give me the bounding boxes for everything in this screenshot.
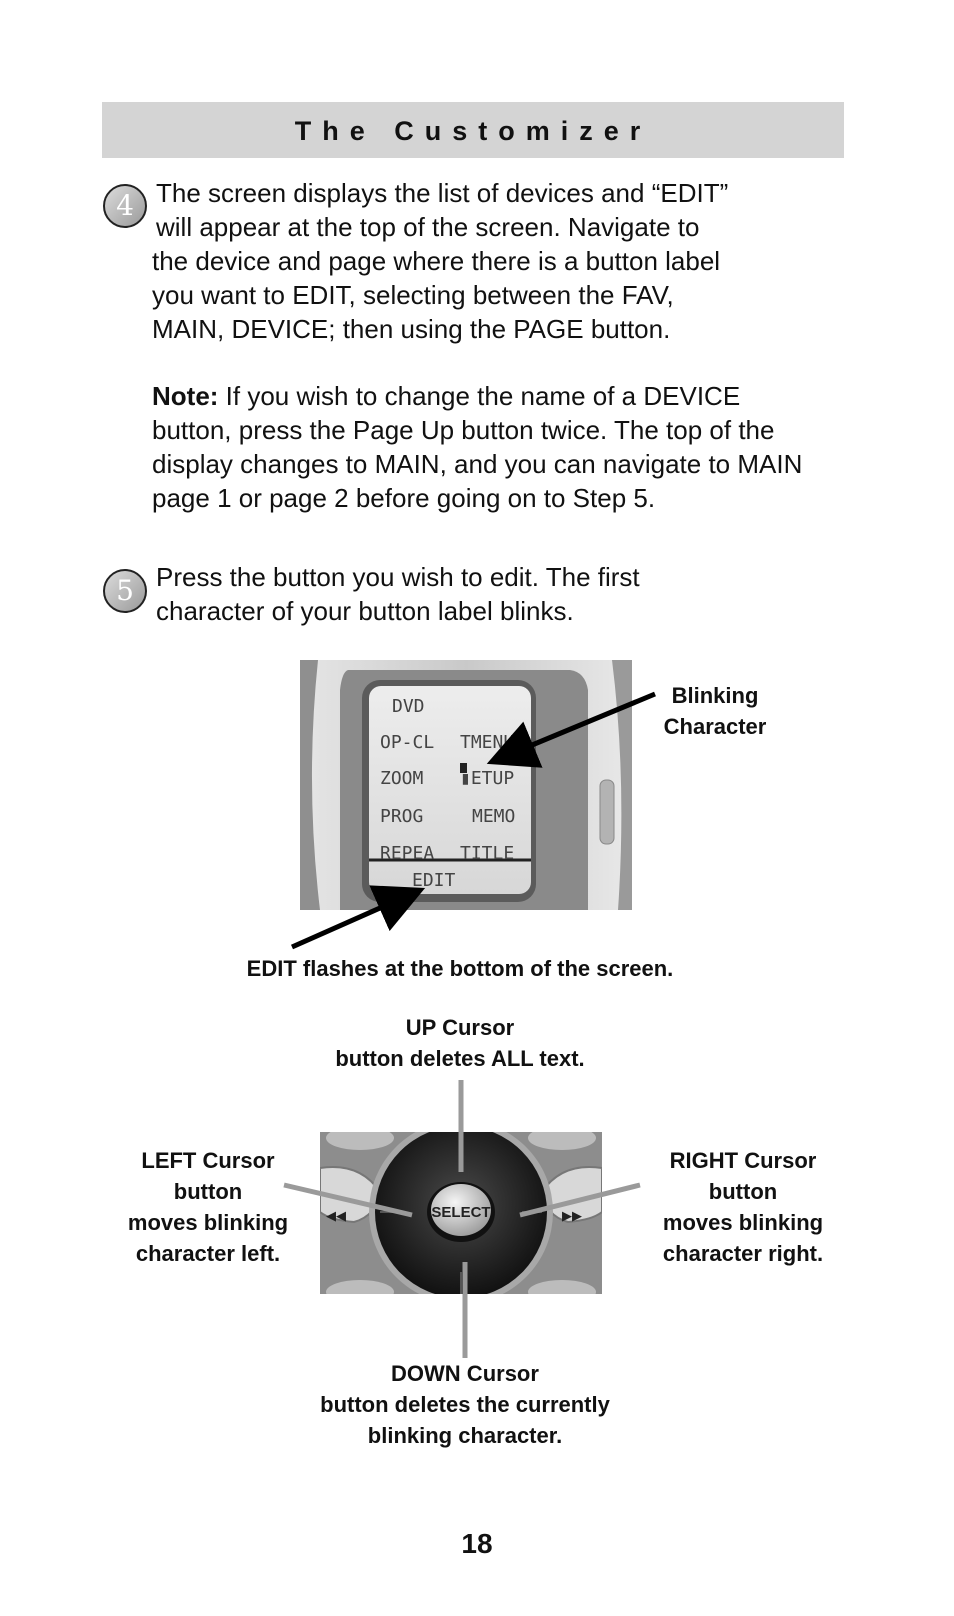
edit-flash-caption: EDIT flashes at the bottom of the screen. [246,956,674,981]
lcd-title: DVD [392,696,425,717]
step-4-badge: 4 [103,184,147,228]
blinking-pointer-arrow [496,694,655,760]
up-cursor-caption: UP Cursor button deletes ALL text. [335,1015,585,1071]
text-line: will appear at the top of the screen. Navigate to [156,212,700,242]
rewind-icon: ◀◀ [326,1209,346,1224]
edit-pointer-arrow [292,892,416,947]
note-label: Note: [152,381,219,411]
text-line: button, press the Page Up button twice. The top of the [152,415,775,445]
down-cursor-caption: DOWN Cursor button deletes the currently blinking character. [320,1361,610,1448]
text-line: Press the button you wish to edit. The first [156,562,640,592]
text-line: you want to EDIT, selecting between the FAV, [152,280,674,310]
select-button-label: SELECT [431,1204,491,1221]
page-title: The Customizer [294,116,652,146]
text-line: MAIN, DEVICE; then using the PAGE button. [152,314,671,344]
left-cursor-caption: LEFT Cursor button moves blinking character left. [127,1148,289,1266]
lcd-cell: TITLE [460,843,515,864]
lcd-cell: OP-CL [380,732,435,753]
text-line: the device and page where there is a button label [152,246,721,276]
lcd-footer: EDIT [412,870,456,891]
lcd-cell: ZOOM [380,768,424,789]
step-5-badge: 5 [103,569,147,613]
text-line: character of your button label blinks. [156,596,574,626]
blinking-character-caption: Blinking Character [663,683,767,739]
text-line: The screen displays the list of devices and “EDIT” [156,178,729,208]
lcd-cell: TMENU [460,732,515,753]
text-line: page 1 or page 2 before going on to Step 5. [152,483,656,513]
text-line: display changes to MAIN, and you can navigate to MAIN [152,449,803,479]
fast-forward-icon: ▶▶ [562,1209,582,1224]
right-cursor-caption: RIGHT Cursor button moves blinking character right. [662,1148,824,1266]
page-number: 18 [461,1528,493,1559]
lcd-cell: MEMO [472,806,516,827]
right-pointer-line [520,1185,640,1215]
lcd-cell: REPEA [380,843,435,864]
lcd-cell: ▮ETUP [460,768,515,789]
lcd-cell: PROG [380,806,424,827]
text-line: If you wish to change the name of a DEVICE [218,381,741,411]
